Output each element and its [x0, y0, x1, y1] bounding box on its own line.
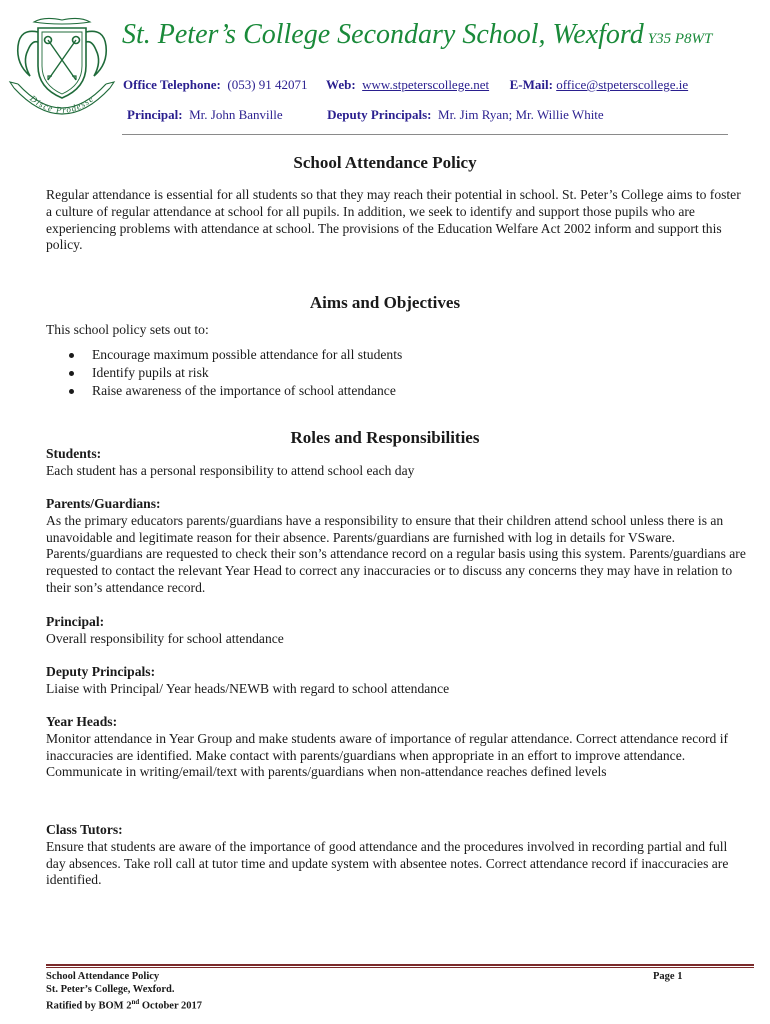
aims-list — [46, 346, 402, 400]
deputy-principals-label: Deputy Principals: — [327, 107, 432, 122]
eircode: Y35 P8WT — [647, 31, 713, 47]
page-number: Page 1 — [653, 971, 683, 982]
role-year-heads — [46, 714, 746, 781]
footer-divider-thin — [46, 967, 754, 968]
role-parents — [46, 496, 746, 597]
footer-ratified-suffix: October 2017 — [139, 1000, 203, 1012]
role-students-text: Each student has a personal responsibility to attend school each day — [46, 462, 415, 478]
role-class-tutors — [46, 822, 746, 889]
role-students — [46, 446, 746, 480]
office-telephone-label: Office Telephone: — [123, 77, 221, 92]
email-label: E-Mail: — [509, 77, 553, 92]
aims-title: Aims and Objectives — [309, 293, 461, 312]
footer-info — [46, 970, 202, 1013]
web-label: Web: — [326, 77, 356, 92]
role-parents-label: Parents/Guardians: — [46, 496, 161, 511]
role-principal-label: Principal: — [46, 614, 105, 629]
email-link[interactable]: office@stpeterscollege.ie — [556, 77, 689, 92]
school-name — [122, 18, 712, 56]
role-parents-text: As the primary educators parents/guardians have a responsibility to ensure that their children attend school unless there is an unavoidable and legitimate reason for their absence. Parents/guardians are furnished with log in details for VSware. Parents/guardians are requested to check their son’s attendance record on a regular basis using this system. Parents/guardians are requested to contact the relevant Year Head to correct any inaccuracies or to discuss any concerns they may have in relation to their son’s attendance record. — [46, 512, 746, 595]
role-class-tutors-label: Class Tutors: — [46, 822, 123, 837]
role-principal — [46, 614, 746, 648]
svg-text:Disce Prodesse: Disce Prodesse — [28, 93, 96, 116]
list-item: Encourage maximum possible attendance for all students — [46, 346, 402, 364]
list-item: Raise awareness of the importance of school attendance — [46, 382, 402, 400]
role-class-tutors-text: Ensure that students are aware of the importance of good attendance and the procedures involved in recording partial and full day absences. Take roll call at tutor time and update system with absentee notes. Correct attendance record if inaccuracies are identified. — [46, 838, 729, 888]
footer-divider — [46, 964, 754, 966]
school-name-text: St. Peter’s College Secondary School, Wexford — [122, 19, 644, 50]
header-divider — [122, 134, 728, 135]
role-year-heads-label: Year Heads: — [46, 714, 118, 729]
policy-intro — [46, 187, 746, 254]
staff-line — [127, 107, 604, 123]
role-deputies-label: Deputy Principals: — [46, 664, 156, 679]
roles-title: Roles and Responsibilities — [290, 428, 480, 447]
website-link[interactable]: www.stpeterscollege.net — [362, 77, 490, 92]
office-telephone: (053) 91 42071 — [227, 77, 308, 92]
footer-ratified-prefix: Ratified by BOM 2 — [46, 1000, 132, 1012]
footer-school: St. Peter’s College, Wexford. — [46, 984, 175, 995]
footer-doc-title: School Attendance Policy — [46, 971, 160, 982]
policy-title: School Attendance Policy — [293, 153, 477, 172]
footer-ratified — [46, 996, 202, 1013]
principal-name: Mr. John Banville — [189, 107, 283, 122]
deputy-principals-names: Mr. Jim Ryan; Mr. Willie White — [438, 107, 604, 122]
role-deputies-text: Liaise with Principal/ Year heads/NEWB with regard to school attendance — [46, 680, 450, 696]
role-principal-text: Overall responsibility for school attendance — [46, 630, 284, 646]
footer-ratified-sup: nd — [131, 998, 140, 1006]
role-students-label: Students: — [46, 446, 102, 461]
principal-label: Principal: — [127, 107, 183, 122]
list-item: Identify pupils at risk — [46, 364, 402, 382]
school-crest-logo — [8, 14, 116, 118]
aims-lead: This school policy sets out to: — [46, 322, 209, 337]
contact-line — [123, 77, 688, 93]
role-deputies — [46, 664, 746, 698]
role-year-heads-text: Monitor attendance in Year Group and make students aware of importance of regular attendance. Correct attendance record if inaccuracies are identified. Make contact with parents/guardians when appropriate in an effort to improve attendance. Communicate in writing/email/text with parents/guardians when non-attendance reaches defined levels — [46, 730, 729, 780]
policy-intro-text: Regular attendance is essential for all students so that they may reach their potential in school. St. Peter’s College aims to foster a culture of regular attendance at school for all pupils. In addition, we seek to identify and support those pupils who are experiencing problems with attendance at school. The provisions of the Education Welfare Act 2002 inform and support this policy. — [46, 187, 741, 253]
